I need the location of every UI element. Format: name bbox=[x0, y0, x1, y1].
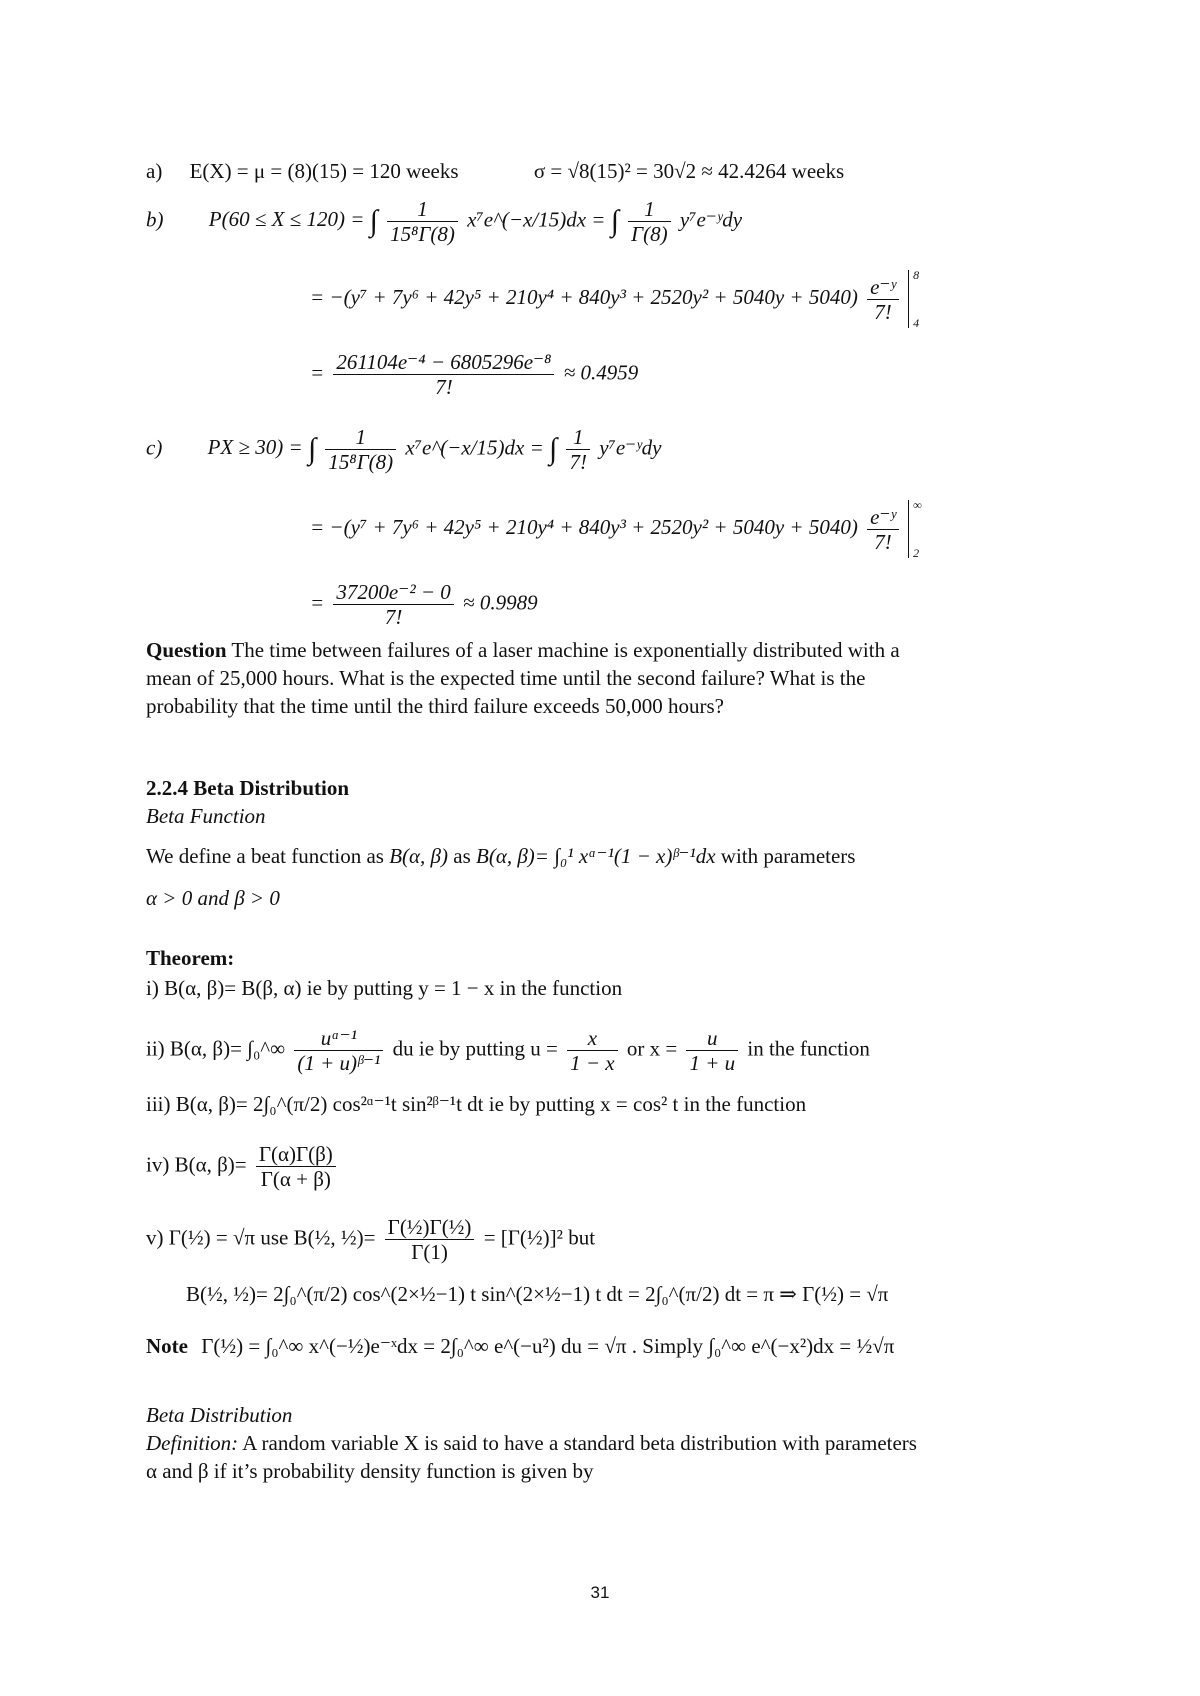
fraction-numerator: 37200e⁻² − 0 bbox=[333, 580, 453, 605]
fraction bbox=[333, 580, 453, 629]
result-approx: ≈ 0.4959 bbox=[563, 360, 639, 385]
fraction bbox=[867, 275, 899, 324]
theorem-v-rhs: = [Γ(½)]² but bbox=[483, 1225, 596, 1250]
fraction-denominator: 7! bbox=[569, 450, 587, 474]
fraction bbox=[294, 1026, 383, 1075]
fraction-numerator: 1 bbox=[387, 197, 458, 222]
fraction-denominator: (1 + u)ᵝ⁻¹ bbox=[297, 1051, 381, 1075]
fraction bbox=[256, 1142, 336, 1191]
theorem-ii bbox=[146, 1026, 870, 1075]
section-subheading: Beta Function bbox=[146, 804, 266, 828]
theorem-ii-or: or x = bbox=[626, 1036, 678, 1061]
fraction-numerator: 1 bbox=[566, 425, 590, 450]
theorem-v-lhs: v) Γ(½) = √π use B(½, ½)= bbox=[146, 1225, 376, 1250]
fraction-denominator: Γ(α + β) bbox=[260, 1167, 331, 1191]
fraction-denominator: Γ(8) bbox=[631, 222, 668, 246]
integrand: x⁷e^(−x/15)dx = bbox=[405, 435, 544, 460]
question-text: mean of 25,000 hours. What is the expected time until the second failure? What is the bbox=[146, 666, 866, 690]
evaluation-bar bbox=[908, 270, 929, 328]
note-label: Note bbox=[146, 1334, 188, 1358]
question-line1 bbox=[146, 637, 900, 663]
theorem-iv bbox=[146, 1142, 340, 1191]
beta-function-definition bbox=[146, 843, 855, 869]
fraction-numerator: 1 bbox=[628, 197, 670, 222]
fraction-denominator: Γ(1) bbox=[411, 1240, 448, 1264]
fraction bbox=[325, 425, 396, 474]
part-c-line1 bbox=[146, 425, 661, 474]
upper-limit: ∞ bbox=[913, 498, 922, 512]
fraction bbox=[385, 1215, 475, 1264]
definition-text: We define a beat function as bbox=[146, 844, 384, 868]
definition-text: as bbox=[453, 844, 471, 868]
polynomial: = −(y⁷ + 7y⁶ + 42y⁵ + 210y⁴ + 840y³ + 2520y² + 5040y + 5040) bbox=[310, 514, 858, 539]
evaluation-bar bbox=[908, 500, 929, 558]
fraction-denominator: 7! bbox=[874, 299, 892, 324]
question-line3 bbox=[146, 693, 724, 719]
beta-distribution-definition bbox=[146, 1430, 917, 1456]
fraction bbox=[333, 350, 554, 399]
part-c-label: c) bbox=[146, 435, 163, 460]
fraction-numerator: e⁻ʸ bbox=[867, 275, 899, 300]
theorem-i: i) B(α, β)= B(β, α) ie by putting y = 1 − x in the function bbox=[146, 976, 623, 1000]
lower-limit: 4 bbox=[913, 316, 920, 330]
fraction bbox=[387, 197, 458, 246]
fraction-numerator: u bbox=[686, 1026, 738, 1051]
definition-symbol: B(α, β) bbox=[389, 844, 448, 868]
part-b-label: b) bbox=[146, 207, 164, 232]
fraction-numerator: 1 bbox=[325, 425, 396, 450]
fraction-denominator: 1 − x bbox=[570, 1051, 615, 1075]
part-c-lhs: PX ≥ 30) = bbox=[207, 435, 303, 460]
beta-distribution-heading: Beta Distribution bbox=[146, 1403, 293, 1427]
fraction bbox=[567, 1026, 618, 1075]
definition-conditions: α > 0 and β > 0 bbox=[146, 886, 280, 910]
page-number: 31 bbox=[590, 1583, 610, 1602]
fraction-numerator: 261104e⁻⁴ − 6805296e⁻⁸ bbox=[333, 350, 554, 375]
result-approx: ≈ 0.9989 bbox=[463, 590, 538, 615]
note-text: Γ(½) = ∫₀^∞ x^(−½)e⁻ˣdx = 2∫₀^∞ e^(−u²) du = √π . Simply ∫₀^∞ e^(−x²)dx = ½√π bbox=[201, 1334, 895, 1358]
question-text: The time between failures of a laser machine is exponentially distributed with a bbox=[231, 638, 900, 662]
definition-text: A random variable X is said to have a standard beta distribution with parameters bbox=[242, 1431, 917, 1455]
part-b-line2 bbox=[310, 270, 929, 328]
theorem-ii-end: in the function bbox=[747, 1036, 870, 1061]
fraction-numerator: Γ(α)Γ(β) bbox=[256, 1142, 336, 1167]
part-a-sigma: σ = √8(15)² = 30√2 ≈ 42.4264 weeks bbox=[533, 159, 845, 183]
definition-formula: B(α, β)= ∫₀¹ xᵅ⁻¹(1 − x)ᵝ⁻¹dx bbox=[476, 844, 716, 868]
fraction bbox=[566, 425, 590, 474]
question-line2 bbox=[146, 665, 865, 691]
fraction-denominator: 7! bbox=[874, 529, 892, 554]
definition-label: Definition: bbox=[146, 1431, 239, 1455]
part-b-line1 bbox=[146, 197, 742, 246]
theorem-iv-lhs: iv) B(α, β)= bbox=[146, 1152, 247, 1177]
theorem-label: Theorem: bbox=[146, 946, 235, 970]
part-a-expectation: E(X) = μ = (8)(15) = 120 weeks bbox=[189, 159, 459, 183]
integral-sign: ∫ bbox=[307, 432, 317, 466]
integrand: x⁷e^(−x/15)dx = bbox=[467, 207, 606, 232]
integrand: y⁷e⁻ʸdy bbox=[679, 207, 743, 232]
integral-sign: ∫ bbox=[610, 204, 619, 238]
part-c-line2 bbox=[310, 500, 929, 558]
fraction-numerator: x bbox=[567, 1026, 618, 1051]
fraction bbox=[686, 1026, 738, 1075]
question-label: Question bbox=[146, 638, 227, 662]
integral-sign: ∫ bbox=[549, 432, 558, 466]
fraction bbox=[628, 197, 670, 246]
fraction-denominator: 15⁸Γ(8) bbox=[390, 222, 455, 246]
part-a bbox=[146, 158, 844, 184]
beta-distribution-definition-line2: α and β if it’s probability density function is given by bbox=[146, 1459, 594, 1483]
part-b-lhs: P(60 ≤ X ≤ 120) = bbox=[208, 207, 365, 232]
note bbox=[146, 1333, 894, 1359]
fraction-denominator: 15⁸Γ(8) bbox=[328, 450, 394, 474]
fraction bbox=[867, 505, 899, 554]
fraction-numerator: e⁻ʸ bbox=[867, 505, 899, 530]
theorem-ii-formula: ii) B(α, β)= ∫₀^∞ bbox=[146, 1036, 286, 1061]
polynomial: = −(y⁷ + 7y⁶ + 42y⁵ + 210y⁴ + 840y³ + 2520y² + 5040y + 5040) bbox=[310, 284, 858, 309]
theorem-ii-text: du ie by putting u = bbox=[392, 1036, 558, 1061]
lower-limit: 2 bbox=[913, 546, 920, 560]
part-b-line3: = $\frac{\text{261104e⁻⁴ − 6805296e⁻⁸}}{7!}$ ≈ 0.4959 bbox=[310, 350, 639, 399]
definition-text: with parameters bbox=[720, 844, 856, 868]
fraction-denominator: 1 + u bbox=[689, 1051, 736, 1075]
part-c-line3: = $\frac{\text{37200e⁻² − 0}}{7!}$ ≈ 0.9989 bbox=[310, 580, 538, 629]
theorem-iii: iii) B(α, β)= 2∫₀^(π/2) cos²ᵅ⁻¹t sin²ᵝ⁻¹t dt ie by putting x = cos² t in the function bbox=[146, 1092, 807, 1116]
fraction-numerator: uᵅ⁻¹ bbox=[294, 1026, 383, 1051]
section-heading: 2.2.4 Beta Distribution bbox=[146, 776, 350, 800]
theorem-v-line2: B(½, ½)= 2∫₀^(π/2) cos^(2×½−1) t sin^(2×½−1) t dt = 2∫₀^(π/2) dt = π ⇒ Γ(½) = √π bbox=[186, 1282, 889, 1306]
integrand: y⁷e⁻ʸdy bbox=[599, 435, 662, 460]
fraction-numerator: Γ(½)Γ(½) bbox=[385, 1215, 475, 1240]
fraction-denominator: 7! bbox=[435, 375, 453, 399]
upper-limit: 8 bbox=[913, 268, 920, 282]
part-a-label: a) bbox=[146, 159, 163, 183]
fraction-denominator: 7! bbox=[384, 605, 403, 629]
question-text: probability that the time until the third failure exceeds 50,000 hours? bbox=[146, 694, 724, 718]
integral-sign: ∫ bbox=[369, 204, 378, 238]
theorem-v bbox=[146, 1215, 595, 1264]
